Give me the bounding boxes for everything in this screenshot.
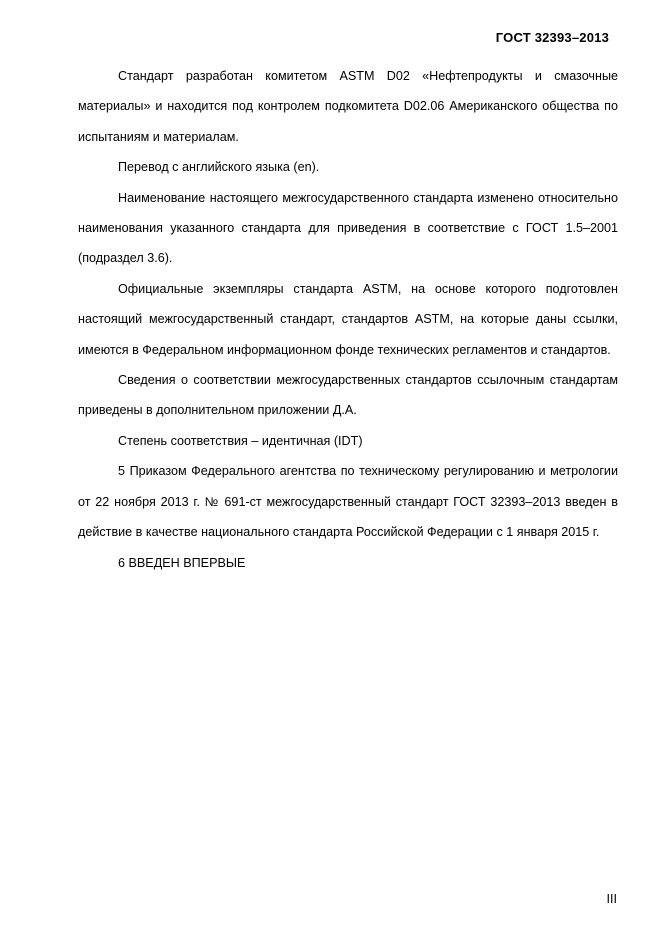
paragraph-translation: Перевод с английского языка (en). xyxy=(118,160,320,175)
paragraph-compliance-info: Сведения о соответствии межгосударственных стандартов ссылочным стандартам приведены в дополнительном приложении Д.А. xyxy=(78,373,618,418)
paragraph-name-change: Наименование настоящего межгосударственного стандарта изменено относительно наименования указанного стандарта для приведения в соответствие с ГОСТ 1.5–2001 (подраздел 3.6). xyxy=(78,190,618,266)
document-header-code: ГОСТ 32393–2013 xyxy=(495,30,609,45)
paragraph-conformity-degree: Степень соответствия – идентичная (IDT) xyxy=(118,433,363,448)
item-6-first-introduced: 6 ВВЕДЕН ВПЕРВЫЕ xyxy=(118,555,246,570)
item-5-order: 5 Приказом Федерального агентства по техническому регулированию и метрологии от 22 ноября 2013 г. № 691-ст межгосударственный стандарт ГОСТ 32393–2013 введен в действие в качестве национального стандарта Российской Федерации с 1 января 2015 г. xyxy=(78,464,618,540)
paragraph-official-copies: Официальные экземпляры стандарта ASTM, на основе которого подготовлен настоящий межгосударственный стандарт, стандартов ASTM, на которые даны ссылки, имеются в Федеральном информационном фонде технических регламентов и стандартов. xyxy=(78,281,618,357)
page-number: III xyxy=(606,892,617,906)
paragraph-developer: Стандарт разработан комитетом ASTM D02 «Нефтепродукты и смазочные материалы» и находится под контролем подкомитета D02.06 Американского общества по испытаниям и материалам. xyxy=(78,69,618,144)
document-body xyxy=(78,61,618,578)
